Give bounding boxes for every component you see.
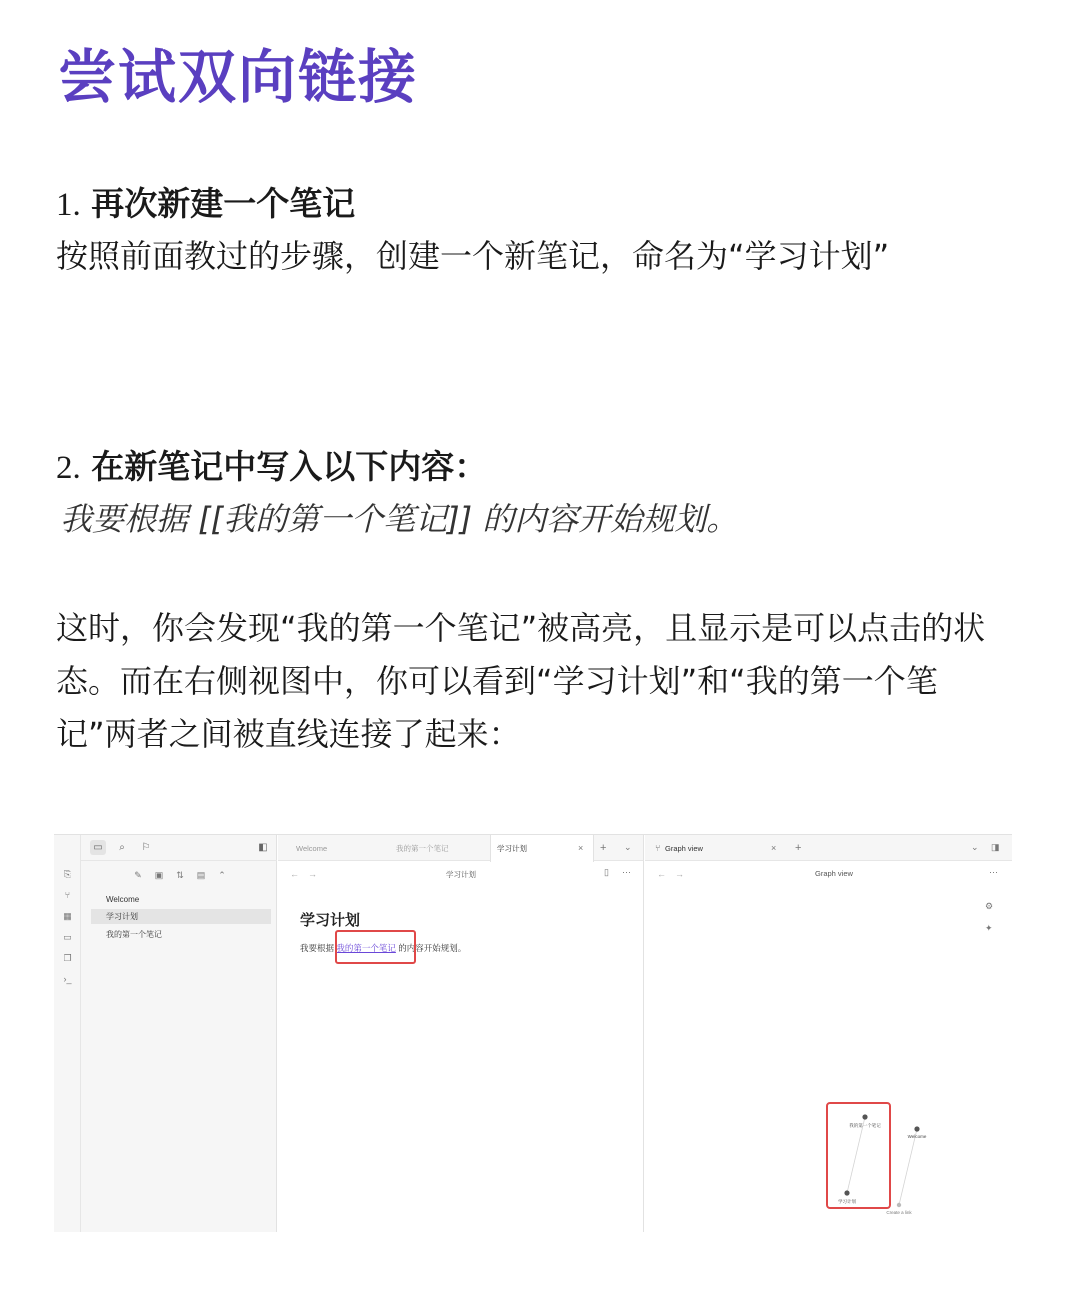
bookmark-icon[interactable]: ⚐ (141, 842, 151, 853)
note-title: 学习计划 (300, 912, 361, 929)
tab-first-note[interactable]: 我的第一个笔记 (396, 844, 449, 853)
link-highlight-box (335, 930, 416, 964)
settings-gear-icon[interactable]: ⚙ (985, 901, 994, 911)
sort-icon[interactable]: ⇅ (176, 870, 184, 880)
page-title: 尝试双向链接 (58, 43, 419, 111)
graph-tab-icon: ⑂ (655, 843, 661, 853)
graph-header: Graph view (815, 869, 853, 878)
graph-node-label: Welcome (907, 1134, 927, 1139)
graph-node[interactable] (914, 1126, 919, 1131)
app-screenshot (54, 834, 1012, 1232)
calendar-icon[interactable]: ▭ (63, 932, 72, 942)
tab-graph-view[interactable]: Graph view (665, 844, 703, 853)
graph-node[interactable] (844, 1190, 849, 1195)
step2-heading (56, 445, 487, 490)
step1-title: 再次新建一个笔记 (91, 184, 356, 223)
internal-link[interactable]: 我的第一个笔记 (336, 943, 396, 953)
step1-body: 按照前面教过的步骤，创建一个新笔记，命名为“学习计划” (56, 237, 890, 275)
expand-icon[interactable]: ⌃ (218, 870, 226, 880)
close-icon[interactable]: × (578, 843, 584, 853)
more-options-icon[interactable]: ⋯ (622, 867, 631, 877)
step2-number: 2. (56, 450, 81, 486)
note-prefix: 我要根据 (300, 943, 335, 953)
file-item[interactable]: 我的第一个笔记 (106, 930, 162, 939)
more-options-icon[interactable]: ⋯ (989, 867, 998, 877)
chevron-down-icon[interactable]: ⌄ (624, 842, 632, 852)
breadcrumb: 学习计划 (446, 870, 476, 879)
back-icon[interactable]: ← (657, 869, 666, 879)
new-tab-icon[interactable]: + (600, 842, 607, 854)
tab-study-plan[interactable]: 学习计划 (490, 835, 594, 862)
forward-icon[interactable]: → (308, 869, 317, 879)
editor-tabbar (278, 835, 643, 861)
open-quick-switcher-icon[interactable]: ⎘ (63, 869, 72, 879)
terminal-icon[interactable]: ›_ (63, 974, 72, 984)
graph-highlight-box (827, 1103, 890, 1208)
step2-title: 在新笔记中写入以下内容： (91, 447, 488, 486)
search-icon[interactable]: ⌕ (119, 842, 125, 853)
graph-edge (899, 1129, 917, 1205)
note-suffix: 的内容开始规划。 (398, 943, 467, 953)
file-sidebar (81, 835, 277, 1232)
new-folder-icon[interactable]: ▣ (154, 870, 164, 880)
editor-pane (278, 835, 644, 1232)
graph-node[interactable] (862, 1114, 867, 1119)
folder-icon[interactable]: ▭ (90, 840, 106, 855)
file-item[interactable]: Welcome (106, 895, 140, 904)
graph-icon[interactable]: ⑂ (64, 890, 71, 900)
graph-canvas[interactable] (645, 835, 1012, 1232)
sidebar-toggle-icon[interactable]: ◧ (258, 842, 268, 853)
sidebar-toggle-icon[interactable]: ◨ (991, 842, 1000, 852)
graph-pane (645, 835, 1012, 1232)
new-tab-icon[interactable]: + (795, 842, 802, 854)
step1-heading (56, 182, 355, 227)
graph-node[interactable] (897, 1203, 901, 1207)
animate-icon[interactable]: ✦ (985, 923, 993, 933)
file-item-active[interactable]: 学习计划 (91, 909, 271, 924)
step2-example: 我要根据 [[我的第一个笔记]] 的内容开始规划。 (60, 500, 739, 538)
collapse-icon[interactable]: ▤ (196, 870, 206, 880)
graph-edge (847, 1117, 865, 1193)
canvas-icon[interactable]: ▦ (63, 911, 72, 921)
chevron-down-icon[interactable]: ⌄ (971, 842, 979, 852)
explanation-text: 这时，你会发现“我的第一个笔记”被高亮，且显示是可以点击的状态。而在右侧视图中，你可以看到“学习计划”和“我的第一个笔记”两者之间被直线连接了起来： (56, 609, 986, 753)
tab-welcome[interactable]: Welcome (296, 844, 328, 853)
reading-view-icon[interactable]: ▯ (604, 867, 609, 877)
templates-icon[interactable]: ❐ (63, 953, 72, 963)
graph-node-label: 我的第一个笔记 (849, 1123, 881, 1128)
back-icon[interactable]: ← (290, 869, 299, 879)
close-icon[interactable]: × (771, 843, 777, 853)
sidebar-tabbar (81, 835, 277, 861)
graph-node-label: 学习计划 (838, 1199, 856, 1204)
graph-node-label: Create a link (886, 1210, 912, 1215)
forward-icon[interactable]: → (675, 869, 684, 879)
step1-number: 1. (56, 187, 81, 223)
ribbon (54, 835, 81, 1232)
new-note-icon[interactable]: ✎ (134, 870, 142, 880)
